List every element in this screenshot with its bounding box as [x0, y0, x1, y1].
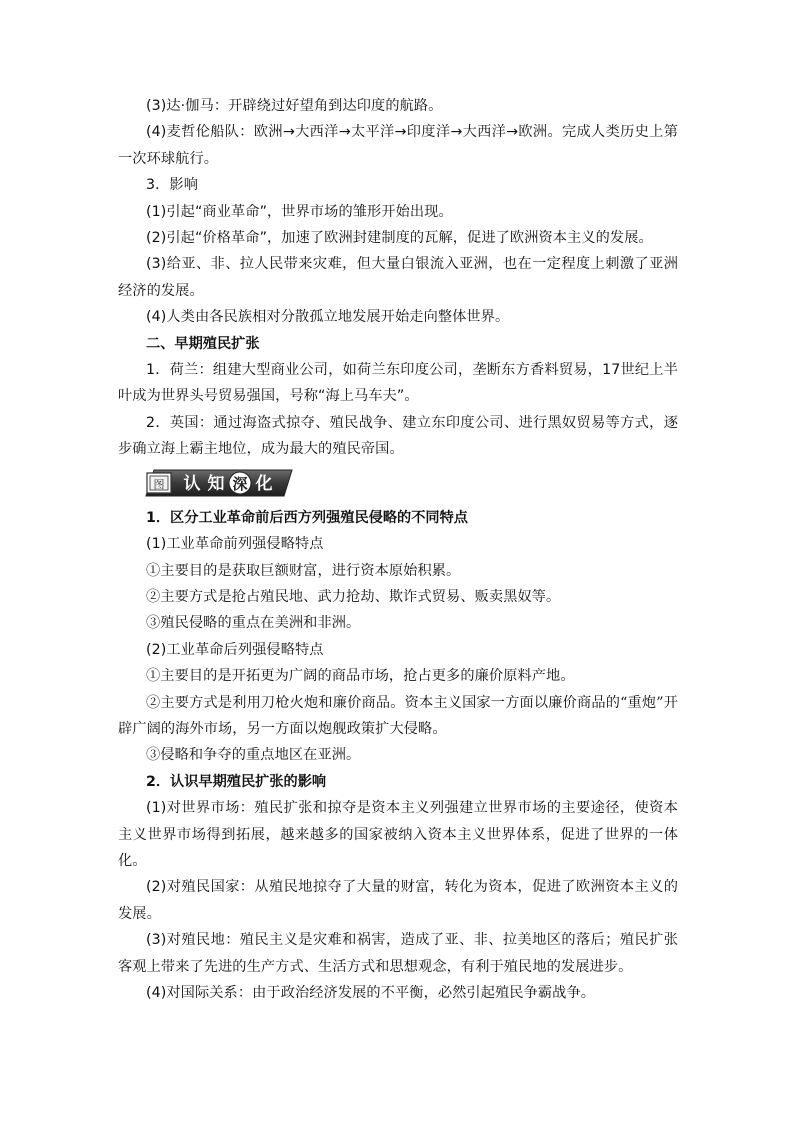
banner-char-1: 认: [183, 473, 201, 494]
subheading-post-industrial: (2)工业革命后列强侵略特点: [146, 641, 324, 658]
document-content: [118, 93, 678, 1006]
banner-icon-char: 图: [153, 477, 165, 491]
paragraph-magellan: (4)麦哲伦船队：欧洲→大西洋→太平洋→印度洋→大西洋→欧洲。完成人类历史上第一次环球航行。: [118, 124, 678, 167]
subheading-pre-industrial: (1)工业革命前列强侵略特点: [146, 536, 324, 553]
section-banner-deepen-understanding: [144, 467, 294, 499]
paragraph-impact-1: (1)引起“商业革命”，世界市场的雏形开始出现。: [146, 203, 453, 220]
paragraph-post-3: ③侵略和争夺的重点地区在亚洲。: [146, 747, 361, 764]
paragraph-post-2: ②主要方式是利用刀枪火炮和廉价商品。资本主义国家一方面以廉价商品的“重炮”开辟广阔的海外市场，另一方面以炮舰政策扩大侵略。: [118, 694, 678, 737]
paragraph-da-gama: (3)达·伽马：开辟绕过好望角到达印度的航路。: [146, 98, 443, 114]
paragraph-effect-world-market: (1)对世界市场：殖民扩张和掠夺是资本主义列强建立世界市场的主要途径，使资本主义世界市场得到拓展，越来越多的国家被纳入资本主义世界体系，促进了世界的一体化。: [118, 800, 678, 869]
paragraph-post-1: ①主要目的是开拓更为广阔的商品市场，抢占更多的廉价原料产地。: [146, 668, 575, 685]
paragraph-netherlands: 1．荷兰：组建大型商业公司，如荷兰东印度公司，垄断东方香料贸易，17世纪上半叶成为世界头号贸易强国，号称“海上马车夫”。: [118, 362, 678, 405]
paragraph-effect-colonies: (3)对殖民地：殖民主义是灾难和祸害，造成了亚、非、拉美地区的落后；殖民扩张客观上带来了先进的生产方式、生活方式和思想观念，有利于殖民地的发展进步。: [118, 932, 678, 975]
paragraph-pre-2: ②主要方式是抢占殖民地、武力抢劫、欺诈式贸易、贩卖黑奴等。: [146, 588, 561, 605]
paragraph-effect-international: (4)对国际关系：由于政治经济发展的不平衡，必然引起殖民争霸战争。: [146, 985, 596, 1001]
banner-char-3: 深: [232, 474, 248, 493]
heading-expansion-effects: 2．认识早期殖民扩张的影响: [146, 773, 327, 790]
paragraph-pre-1: ①主要目的是获取巨额财富，进行资本原始积累。: [146, 562, 461, 579]
heading-impact: 3．影响: [146, 177, 198, 194]
paragraph-britain: 2．英国：通过海盗式掠夺、殖民战争、建立东印度公司、进行黑奴贸易等方式，逐步确立海上霸主地位，成为最大的殖民帝国。: [118, 414, 678, 458]
banner-char-4: 化: [255, 473, 273, 494]
section-heading-colonial-expansion: 二、早期殖民扩张: [146, 335, 260, 352]
heading-invasion-features: 1．区分工业革命前后西方列强殖民侵略的不同特点: [146, 509, 468, 526]
paragraph-impact-3: (3)给亚、非、拉人民带来灾难，但大量白银流入亚洲，也在一定程度上刺激了亚洲经济的发展。: [118, 256, 678, 299]
paragraph-impact-4: (4)人类由各民族相对分散孤立地发展开始走向整体世界。: [146, 309, 510, 326]
paragraph-effect-colonizers: (2)对殖民国家：从殖民地掠夺了大量的财富，转化为资本，促进了欧洲资本主义的发展。: [118, 879, 678, 922]
banner-char-2: 知: [207, 473, 225, 494]
paragraph-impact-2: (2)引起“价格革命”，加速了欧洲封建制度的瓦解，促进了欧洲资本主义的发展。: [146, 230, 653, 247]
paragraph-pre-3: ③殖民侵略的重点在美洲和非洲。: [146, 615, 361, 632]
banner-graphic: [144, 467, 294, 499]
